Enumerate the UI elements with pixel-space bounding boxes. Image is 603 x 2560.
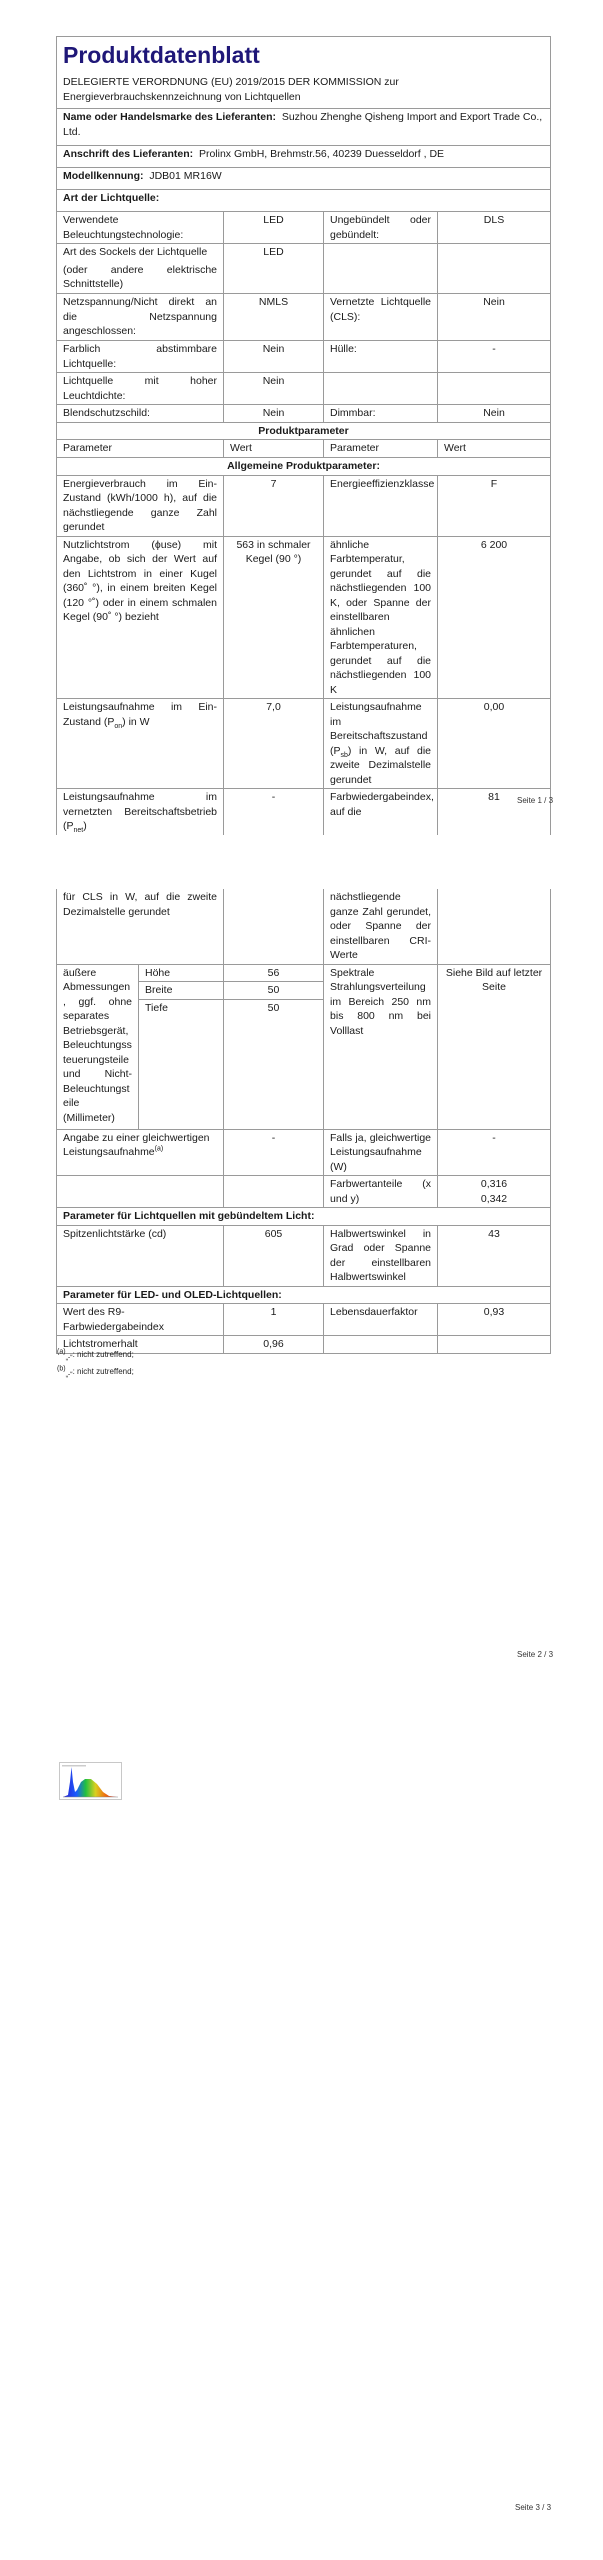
param-value: 7,0 bbox=[224, 699, 324, 789]
subscript: net bbox=[73, 827, 84, 835]
general-params-heading: Allgemeine Produktparameter: bbox=[57, 458, 551, 476]
param-label: Energieeffizienzklasse bbox=[324, 475, 438, 536]
table-row bbox=[57, 244, 551, 294]
param-label: Falls ja, gleichwertige Leistungsaufnahme (W) bbox=[324, 1129, 438, 1176]
param-label bbox=[324, 1336, 438, 1354]
param-label bbox=[57, 1176, 224, 1208]
param-value bbox=[224, 889, 324, 964]
label-text: ) in W bbox=[122, 715, 150, 728]
param-value: NMLS bbox=[224, 294, 324, 341]
subscript: on bbox=[114, 722, 123, 730]
param-label bbox=[324, 244, 438, 294]
table-row bbox=[57, 789, 551, 835]
model-label: Modellkennung: bbox=[63, 170, 144, 182]
supplier-address-label: Anschrift des Lieferanten: bbox=[63, 148, 194, 160]
param-label bbox=[57, 1129, 224, 1176]
dimension-label: Höhe bbox=[139, 964, 224, 982]
param-label: Farbwertanteile (x und y) bbox=[324, 1176, 438, 1208]
dimension-value: 50 bbox=[224, 982, 324, 1000]
param-label bbox=[57, 699, 224, 789]
param-value: 563 in schmaler Kegel (90 °) bbox=[224, 536, 324, 699]
param-value: Nein bbox=[438, 405, 551, 423]
supplier-name-row bbox=[57, 109, 551, 146]
regulation-text: DELEGIERTE VERORDNUNG (EU) 2019/2015 DER KOMMISSION zur Energieverbrauchskennzeichnung von Lichtquellen bbox=[63, 76, 399, 103]
footnote-text: : nicht zutreffend; bbox=[72, 1367, 134, 1376]
light-source-heading: Art der Lichtquelle: bbox=[57, 190, 551, 212]
param-label: Farbwiedergabeindex, auf die bbox=[324, 789, 438, 835]
param-label: Netzspannung/Nicht direkt an die Netzspannung angeschlossen: bbox=[57, 294, 224, 341]
param-value: - bbox=[224, 789, 324, 835]
label-text: Leistungsaufnahme im vernetzten Bereitschaftsbetrieb (P bbox=[63, 791, 217, 832]
header-cell bbox=[57, 37, 551, 109]
param-label: ähnliche Farbtemperatur, gerundet auf die nächstliegenden 100 K, oder Spanne der einstellbaren ähnlichen Farbtemperaturen, gerundet auf die nächstliegenden 100 K bbox=[324, 536, 438, 699]
supplier-address-value: Prolinx GmbH, Brehmstr.56, 40239 Duesseldorf , DE bbox=[198, 148, 445, 160]
dimension-value: 56 bbox=[224, 964, 324, 982]
param-label: Lichtstromerhalt bbox=[57, 1336, 224, 1354]
table-row bbox=[57, 373, 551, 405]
supplier-name-label: Name oder Handelsmarke des Lieferanten: bbox=[63, 111, 276, 123]
product-params-heading: Produktparameter bbox=[57, 422, 551, 440]
param-label: Hülle: bbox=[324, 341, 438, 373]
table-row bbox=[57, 699, 551, 789]
param-label: Wert des R9-Farbwiedergabeindex bbox=[57, 1304, 224, 1336]
model-value: JDB01 MR16W bbox=[149, 170, 222, 182]
footnote-quote: „-“ bbox=[65, 1354, 73, 1362]
table-row bbox=[57, 405, 551, 423]
param-value: DLS bbox=[438, 212, 551, 244]
datasheet-table-page-1 bbox=[56, 36, 554, 835]
table-row bbox=[57, 1225, 551, 1286]
param-value: 6 200 bbox=[438, 536, 551, 699]
param-label: Lebensdauerfaktor bbox=[324, 1304, 438, 1336]
param-label bbox=[57, 789, 224, 835]
table-row bbox=[57, 294, 551, 341]
label-text: ) bbox=[83, 820, 87, 832]
chroma-x: 0,316 bbox=[480, 1178, 508, 1190]
column-header: Parameter bbox=[324, 440, 438, 458]
footnote-a bbox=[57, 1348, 134, 1362]
table-row bbox=[57, 212, 551, 244]
table-row bbox=[57, 1304, 551, 1336]
param-value: 7 bbox=[224, 475, 324, 536]
column-header: Parameter bbox=[57, 440, 224, 458]
param-value: Siehe Bild auf letzter Seite bbox=[438, 964, 551, 1129]
datasheet-table-page-2 bbox=[56, 889, 551, 1354]
table-row bbox=[57, 536, 551, 699]
table-row bbox=[57, 964, 551, 982]
param-label: Halbwertswinkel in Grad oder Spanne der einstellbaren Halbwertswinkel bbox=[324, 1225, 438, 1286]
label-text: ) in W, auf die zweite Dezimalstelle gerundet bbox=[330, 744, 431, 786]
param-label: Ungebündelt oder gebündelt: bbox=[324, 212, 438, 244]
column-header-row bbox=[57, 440, 551, 458]
param-value bbox=[438, 889, 551, 964]
socket-label: Art des Sockels der Lichtquelle bbox=[63, 246, 208, 258]
param-value: LED bbox=[224, 244, 324, 294]
param-value: 0,00 bbox=[438, 699, 551, 789]
param-label: Dimmbar: bbox=[324, 405, 438, 423]
label-text: Leistungsaufnahme im Ein-Zustand (P bbox=[63, 701, 217, 728]
param-value: 605 bbox=[224, 1225, 324, 1286]
supplier-address-row bbox=[57, 146, 551, 168]
param-label: Energieverbrauch im Ein-Zustand (kWh/1000 h), auf die nächstliegende ganze Zahl gerundet bbox=[57, 475, 224, 536]
param-value: Nein bbox=[224, 341, 324, 373]
param-label: für CLS in W, auf die zweite Dezimalstelle gerundet bbox=[57, 889, 224, 964]
param-label: nächstliegende ganze Zahl gerundet, oder Spanne der einstellbaren CRI-Werte bbox=[324, 889, 438, 964]
footnote-text: : nicht zutreffend; bbox=[72, 1350, 134, 1359]
dimensions-label: äußere Abmessungen, ggf. ohne separates Betriebsgerät, Beleuchtungssteuerungsteile und Nicht-Beleuchtungsteile (Millimeter) bbox=[57, 964, 139, 1129]
param-label bbox=[57, 244, 224, 294]
footnote-quote: „-“ bbox=[65, 1371, 73, 1379]
table-row bbox=[57, 341, 551, 373]
label-text: Leistungsaufnahme im Bereitschaftszustand (P bbox=[330, 701, 428, 757]
dimension-value: 50 bbox=[224, 999, 324, 1129]
param-label: Spektrale Strahlungsverteilung im Bereich 250 nm bis 800 nm bei Volllast bbox=[324, 964, 438, 1129]
param-value: 43 bbox=[438, 1225, 551, 1286]
led-params-heading: Parameter für LED- und OLED-Lichtquellen: bbox=[57, 1286, 551, 1304]
param-value bbox=[438, 373, 551, 405]
socket-label-note: (oder andere elektrische Schnittstelle) bbox=[63, 263, 217, 290]
param-label: Spitzenlichtstärke (cd) bbox=[57, 1225, 224, 1286]
param-label bbox=[324, 373, 438, 405]
dimension-label: Breite bbox=[139, 982, 224, 1000]
spectral-distribution-image bbox=[59, 1762, 122, 1800]
param-value bbox=[438, 244, 551, 294]
model-row bbox=[57, 168, 551, 190]
param-value: LED bbox=[224, 212, 324, 244]
page-number: Seite 2 / 3 bbox=[517, 1650, 554, 1659]
footnote-mark: (a) bbox=[57, 1348, 66, 1356]
param-value bbox=[438, 1336, 551, 1354]
param-value: - bbox=[438, 1129, 551, 1176]
param-value: F bbox=[438, 475, 551, 536]
param-label bbox=[324, 699, 438, 789]
param-value: 0,96 bbox=[224, 1336, 324, 1354]
param-label: Verwendete Beleuchtungstechnologie: bbox=[57, 212, 224, 244]
param-value: - bbox=[224, 1129, 324, 1176]
param-value bbox=[224, 1176, 324, 1208]
directional-params-heading: Parameter für Lichtquellen mit gebündeltem Licht: bbox=[57, 1208, 551, 1226]
param-value: Nein bbox=[224, 373, 324, 405]
page-number: Seite 3 / 3 bbox=[515, 2503, 552, 2512]
table-row bbox=[57, 475, 551, 536]
param-value: - bbox=[438, 341, 551, 373]
subscript: sb bbox=[340, 751, 348, 759]
param-label: Farblich abstimmbare Lichtquelle: bbox=[57, 341, 224, 373]
chroma-y: 0,342 bbox=[480, 1192, 508, 1205]
param-value: 1 bbox=[224, 1304, 324, 1336]
param-label: Nutzlichtstrom (ϕuse) mit Angabe, ob sich der Wert auf den Lichtstrom in einer Kugel (360˚ °), in einem breiten Kegel (120 °˚) oder in einem schmalen Kegel (90˚ °) bezieht bbox=[57, 536, 224, 699]
param-value bbox=[438, 1176, 551, 1208]
table-row bbox=[57, 889, 551, 964]
param-value: Nein bbox=[224, 405, 324, 423]
supplier-name-value: Suzhou Zhenghe Qisheng Import and Export Trade Co., Ltd. bbox=[63, 111, 543, 138]
param-value: 0,93 bbox=[438, 1304, 551, 1336]
column-header: Wert bbox=[438, 440, 551, 458]
table-row bbox=[57, 1129, 551, 1176]
footnote-mark: (b) bbox=[57, 1365, 66, 1373]
param-value: Nein bbox=[438, 294, 551, 341]
label-text: Angabe zu einer gleichwertigen Leistungsaufnahme bbox=[63, 1131, 210, 1158]
footnote-b bbox=[57, 1365, 134, 1379]
table-row bbox=[57, 1176, 551, 1208]
dimension-label: Tiefe bbox=[139, 999, 224, 1129]
chart-caption bbox=[62, 1765, 86, 1767]
column-header: Wert bbox=[224, 440, 324, 458]
page-number: Seite 1 / 3 bbox=[517, 796, 554, 805]
param-label: Vernetzte Lichtquelle (CLS): bbox=[324, 294, 438, 341]
footnote-mark: (a) bbox=[154, 1145, 164, 1153]
param-value: 81 bbox=[438, 789, 551, 835]
page-title: Produktdatenblatt bbox=[63, 42, 260, 68]
param-label: Blendschutzschild: bbox=[57, 405, 224, 423]
param-label: Lichtquelle mit hoher Leuchtdichte: bbox=[57, 373, 224, 405]
